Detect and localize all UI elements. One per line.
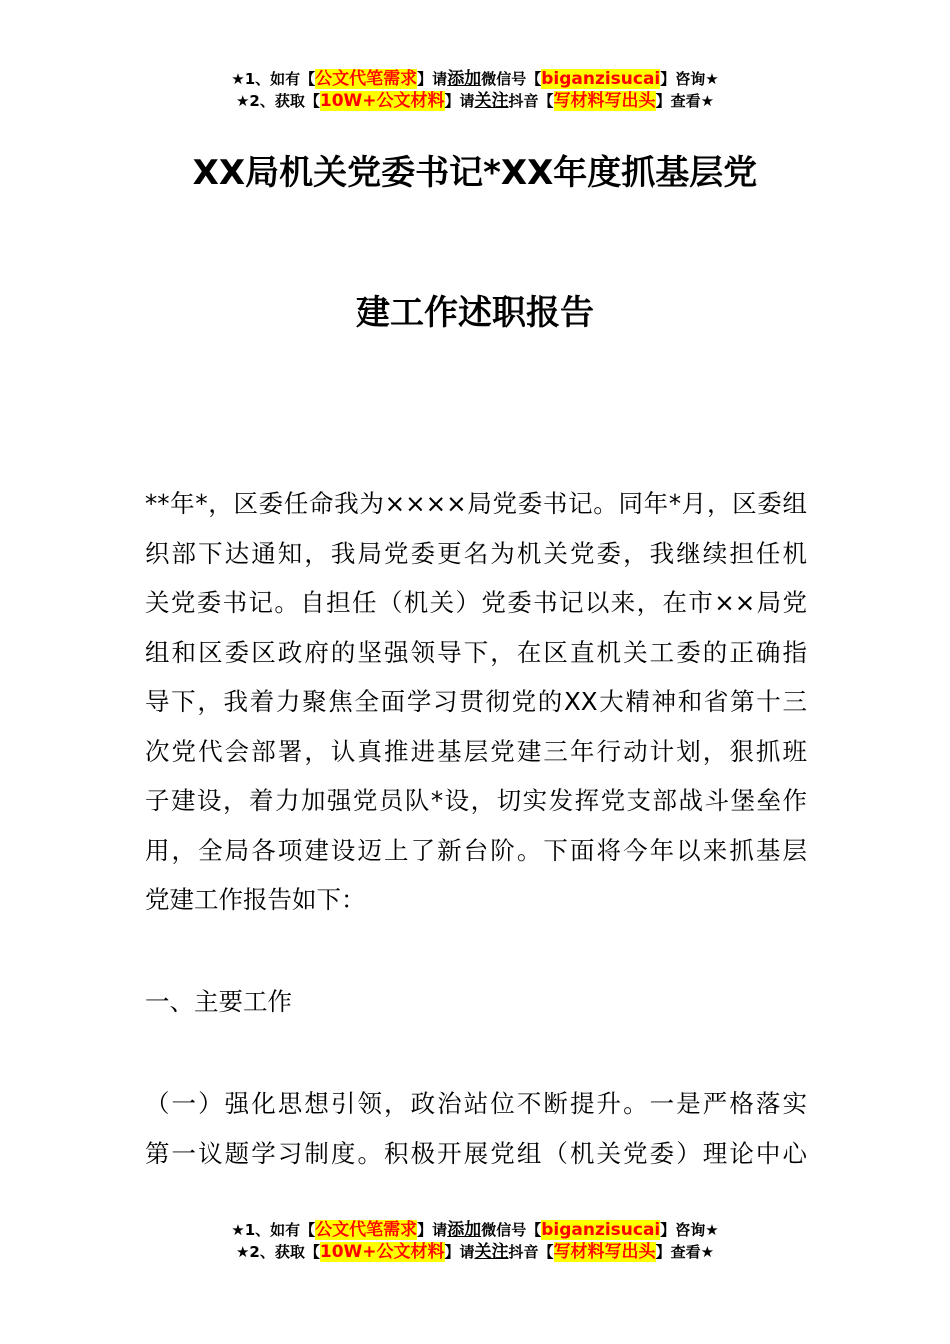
banner-text: 】咨询★ (660, 1221, 719, 1239)
banner-text: 】请 (417, 70, 448, 88)
banner-text: 微信号【 (481, 70, 542, 88)
banner-text: ★1、如有【 (231, 70, 316, 88)
banner-text: 微信号【 (481, 1221, 542, 1239)
banner-highlight: biganzisucai (541, 69, 661, 89)
header-banner (0, 68, 950, 112)
paragraph-line: 导下，我着力聚焦全面学习贯彻党的XX大精神和省第十三 (145, 687, 807, 716)
banner-text: 】请 (444, 1243, 475, 1261)
paragraph-line: 子建设，着力加强党员队*设，切实发挥党支部战斗堡垒作 (145, 786, 807, 815)
banner-line-1 (0, 1219, 950, 1241)
intro-paragraph (145, 479, 807, 925)
banner-highlight: 公文代笔需求 (315, 69, 418, 89)
banner-highlight: 写材料写出头 (553, 91, 656, 111)
banner-text: 】查看★ (655, 1243, 715, 1261)
paragraph-line: 第一议题学习制度。积极开展党组（机关党委）理论中心 (145, 1138, 807, 1168)
document-title-line-1: XX局机关党委书记*XX年度抓基层党 (192, 153, 758, 193)
banner-text: 】请 (444, 92, 475, 110)
banner-text: 】请 (417, 1221, 448, 1239)
banner-emphasis: 添加 (447, 69, 482, 89)
banner-text: 抖音【 (508, 92, 554, 110)
banner-highlight: 写材料写出头 (553, 1242, 656, 1262)
banner-line-1 (0, 68, 950, 90)
paragraph-line: 次党代会部署，认真推进基层党建三年行动计划，狠抓班 (145, 736, 807, 766)
banner-emphasis: 添加 (447, 1220, 482, 1240)
banner-highlight: 公文代笔需求 (315, 1220, 418, 1240)
paragraph-line: 党建工作报告如下： (145, 885, 366, 914)
document-title-line-2: 建工作述职报告 (356, 293, 594, 333)
section-paragraph (145, 1079, 807, 1178)
paragraph-line: 关党委书记。自担任（机关）党委书记以来，在市××局党 (145, 588, 807, 617)
banner-highlight: 10W+公文材料 (319, 91, 445, 111)
paragraph-line: 织部下达通知，我局党委更名为机关党委，我继续担任机 (145, 538, 807, 568)
banner-emphasis: 关注 (474, 91, 509, 111)
banner-emphasis: 关注 (474, 1242, 509, 1262)
banner-highlight: biganzisucai (541, 1220, 661, 1240)
paragraph-line: 组和区委区政府的坚强领导下，在区直机关工委的正确指 (145, 637, 807, 667)
banner-text: ★1、如有【 (231, 1221, 316, 1239)
banner-text: 】咨询★ (660, 70, 719, 88)
paragraph-line: **年*，区委任命我为××××局党委书记。同年*月，区委组 (145, 489, 807, 518)
section-heading: 一、主要工作 (145, 987, 292, 1016)
banner-highlight: 10W+公文材料 (319, 1242, 445, 1262)
banner-text: ★2、获取【 (235, 1243, 320, 1261)
paragraph-line: 用，全局各项建设迈上了新台阶。下面将今年以来抓基层 (145, 835, 807, 865)
banner-line-2 (0, 1241, 950, 1263)
paragraph-line: （一）强化思想引领，政治站位不断提升。一是严格落实 (145, 1089, 807, 1118)
banner-text: ★2、获取【 (235, 92, 320, 110)
banner-text: 抖音【 (508, 1243, 554, 1261)
banner-line-2 (0, 90, 950, 112)
banner-text: 】查看★ (655, 92, 715, 110)
footer-banner (0, 1219, 950, 1263)
